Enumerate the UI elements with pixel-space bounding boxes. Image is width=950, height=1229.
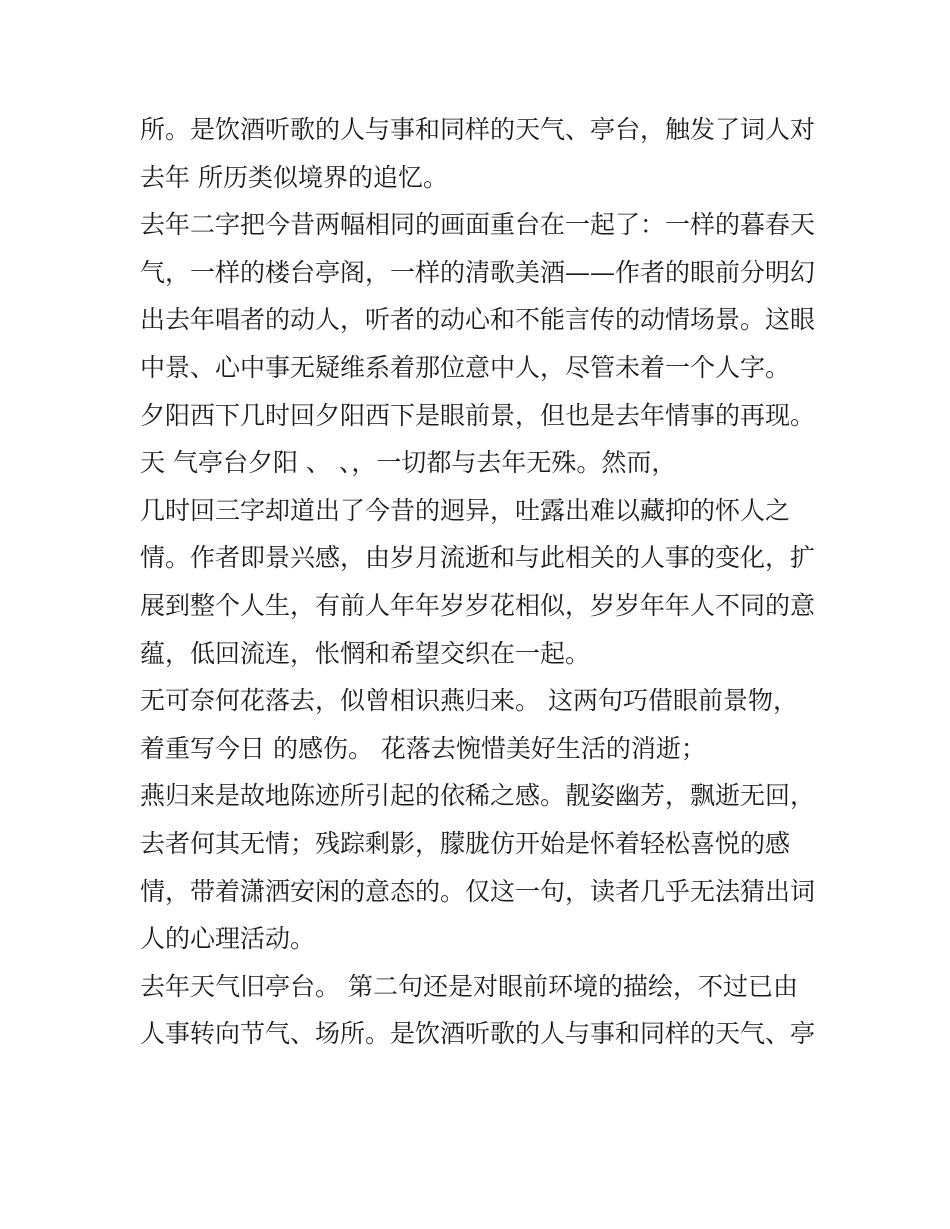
text-line: 中景、心中事无疑维系着那位意中人，尽管未着一个人字。 — [140, 352, 791, 382]
text-line: 燕归来是故地陈迹所引起的依稀之感。靓姿幽芳，飘逝无回， — [140, 781, 816, 811]
text-line: 去年 所历类似境界的追忆。 — [140, 162, 448, 192]
text-line: 蕴，低回流连，怅惘和希望交织在一起。 — [140, 638, 591, 668]
text-line: 着重写今日 的感伤。 花落去惋惜美好生活的消逝； — [140, 733, 706, 763]
text-line: 所。是饮酒听歌的人与事和同样的天气、亭台，触发了词人对 — [140, 115, 816, 144]
text-line: 气，一样的楼台亭阁，一样的清歌美酒——作者的眼前分明幻 — [140, 257, 816, 287]
text-line: 去者何其无情；残踪剩影，朦胧仿开始是怀着轻松喜悦的感 — [140, 828, 791, 858]
text-line: 去年天气旧亭台。 第二句还是对眼前环境的描绘，不过已由 — [140, 971, 798, 1001]
text-line: 几时回三字却道出了今昔的迥异，吐露出难以藏抑的怀人之 — [140, 495, 791, 525]
text-line: 展到整个人生，有前人年年岁岁花相似，岁岁年年人不同的意 — [140, 590, 816, 620]
text-line: 人事转向节气、场所。是饮酒听歌的人与事和同样的天气、亭 — [140, 1019, 816, 1049]
text-line: 人的心理活动。 — [140, 924, 316, 954]
text-line: 天 气亭台夕阳 、 、，一切都与去年无殊。然而， — [140, 448, 677, 478]
text-line: 情。作者即景兴感，由岁月流逝和与此相关的人事的变化，扩 — [140, 543, 816, 573]
text-line: 无可奈何花落去，似曾相识燕归来。 这两句巧借眼前景物， — [140, 686, 798, 716]
body-text — [140, 106, 830, 1058]
text-line: 出去年唱者的动人，听者的动心和不能言传的动情场景。这眼 — [140, 305, 816, 335]
text-line: 夕阳西下几时回夕阳西下是眼前景，但也是去年情事的再现。 — [140, 400, 816, 430]
text-line: 情，带着潇洒安闲的意态的。仅这一句，读者几乎无法猜出词 — [140, 876, 816, 906]
text-line: 去年二字把今昔两幅相同的画面重台在一起了：一样的暮春天 — [140, 210, 816, 240]
